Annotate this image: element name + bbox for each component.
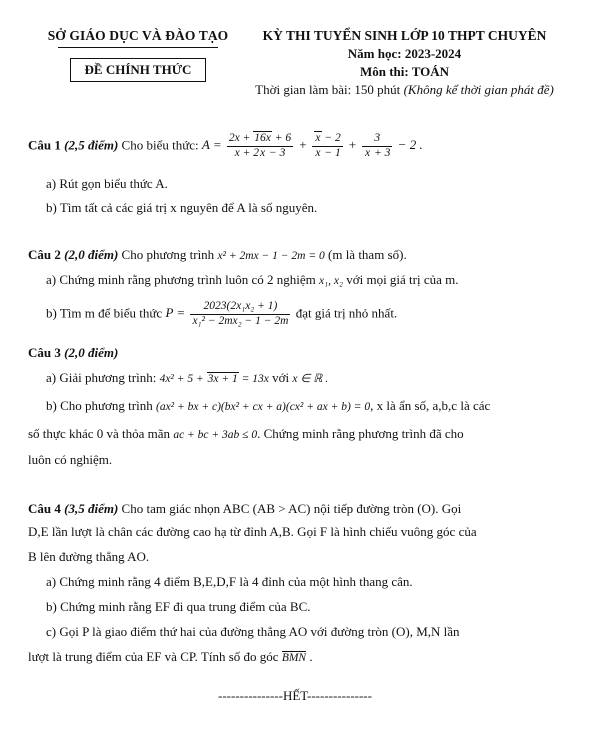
q4-part-c: c) Gọi P là giao điểm thứ hai của đường thẳng AO với đường tròn (O), M,N lần <box>46 624 460 639</box>
q3-part-b-tail: , x là ẩn số, a,b,c là các <box>370 398 491 413</box>
q2-part-b-text: b) Tìm m để biểu thức <box>46 305 163 321</box>
header-left <box>28 28 248 82</box>
q4-line2: D,E lần lượt là chân các đường cao hạ từ đỉnh A,B. Gọi F là hình chiếu vuông góc của <box>28 524 477 539</box>
q3-part-a <box>46 370 566 386</box>
q2-part-b <box>46 300 566 329</box>
official-stamp: ĐỀ CHÍNH THỨC <box>70 58 207 82</box>
q2-equation: x² + 2mx − 1 − 2m = 0 <box>217 250 325 262</box>
q3-condition: ac + bc + 3ab ≤ 0 <box>173 429 258 441</box>
q1-intro: Cho biểu thức: <box>121 137 199 153</box>
q3-part-b-line2 <box>28 426 568 442</box>
q4-part-c-line2-text: lượt là trung điểm của EF và CP. Tính số đo góc <box>28 649 279 664</box>
q3-part-a-text: a) Giải phương trình: <box>46 370 157 385</box>
q2-part-a-text: a) Chứng minh rằng phương trình luôn có 2 nghiệm <box>46 272 316 287</box>
q2-expression: P = $\frac{\text{2023(2x₁x₂ + 1)}}{\text{x₁² − 2mx₂ − 1 − 2m}}$ <box>165 300 289 327</box>
q2-part-a <box>46 272 566 288</box>
time-note: (Không kể thời gian phát đề) <box>403 82 554 97</box>
subject: Môn thi: TOÁN <box>359 64 450 79</box>
q2-label: Câu 2 <box>28 247 61 262</box>
q4-part-c-line2: lượt là trung điểm của EF và CP. Tính số đo góc BMN . <box>28 649 313 664</box>
department-name: SỞ GIÁO DỤC VÀ ĐÀO TẠO <box>47 28 229 43</box>
q1-points: (2,5 điểm) <box>64 137 119 153</box>
q3-part-b-line3: luôn có nghiệm. <box>28 452 113 467</box>
q3-line2-text: số thực khác 0 và thỏa mãn <box>28 426 171 441</box>
q1-part-a: a) Rút gọn biểu thức A. <box>46 176 168 191</box>
q2-roots: x₁, x₂ <box>319 275 343 287</box>
q3-equation-b: (ax² + bx + c)(bx² + cx + a)(cx² + ax + b) = 0 <box>155 401 371 413</box>
q4-line3: B lên đường thẳng AO. <box>28 549 150 564</box>
q3-equation-a: 4x² + 5 + 3x + 1 = 13x <box>159 373 269 385</box>
q3-part-b-text: b) Cho phương trình <box>46 398 153 413</box>
exam-name: KỲ THI TUYỂN SINH LỚP 10 THPT CHUYÊN <box>262 28 547 43</box>
end-marker: ---------------HẾT--------------- <box>218 688 372 703</box>
q3-label: Câu 3 <box>28 345 61 360</box>
time-label: Thời gian làm bài: 150 phút <box>255 82 401 97</box>
q4-intro: Cho tam giác nhọn ABC (AB > AC) nội tiếp đường tròn (O). Gọi <box>121 501 462 516</box>
header-right <box>232 28 577 98</box>
q2-points: (2,0 điểm) <box>64 247 119 262</box>
q2-intro: Cho phương trình <box>121 247 215 262</box>
q4-angle: BMN <box>281 652 307 664</box>
q4-label: Câu 4 <box>28 501 61 516</box>
q2-part-b-tail: đạt giá trị nhỏ nhất. <box>295 305 398 321</box>
school-year: Năm học: 2023-2024 <box>347 46 462 61</box>
q4-part-a: a) Chứng minh rằng 4 điểm B,E,D,F là 4 đỉnh của một hình thang cân. <box>46 574 413 589</box>
q3-domain: x ∈ ℝ . <box>292 373 329 385</box>
department-underline <box>58 47 218 48</box>
q2-param-note: (m là tham số). <box>328 247 407 262</box>
question-3 <box>28 344 568 363</box>
question-2 <box>28 246 568 265</box>
q1-formula: A = $\frac{2x + 16x + 6}{x + 2x - 3}$ + $\frac{x - 2}{x - 1}$ + $\frac{3}{x + 3}$ − 2 . <box>201 132 423 159</box>
q4-part-b: b) Chứng minh rằng EF đi qua trung điểm của BC. <box>46 599 311 614</box>
question-1 <box>28 132 568 161</box>
time-limit <box>232 82 577 98</box>
q3-part-a-tail: với <box>272 370 290 385</box>
q2-part-a-tail: với mọi giá trị của m. <box>346 272 459 287</box>
q3-points: (2,0 điểm) <box>64 345 119 360</box>
q4-points: (3,5 điểm) <box>64 501 119 516</box>
question-4 <box>28 500 568 519</box>
q1-label: Câu 1 <box>28 137 61 153</box>
q1-part-b: b) Tìm tất cả các giá trị x nguyên để A là số nguyên. <box>46 200 318 215</box>
q3-part-b <box>46 398 566 414</box>
q3-line2-tail: . Chứng minh rằng phương trình đã cho <box>257 426 464 441</box>
